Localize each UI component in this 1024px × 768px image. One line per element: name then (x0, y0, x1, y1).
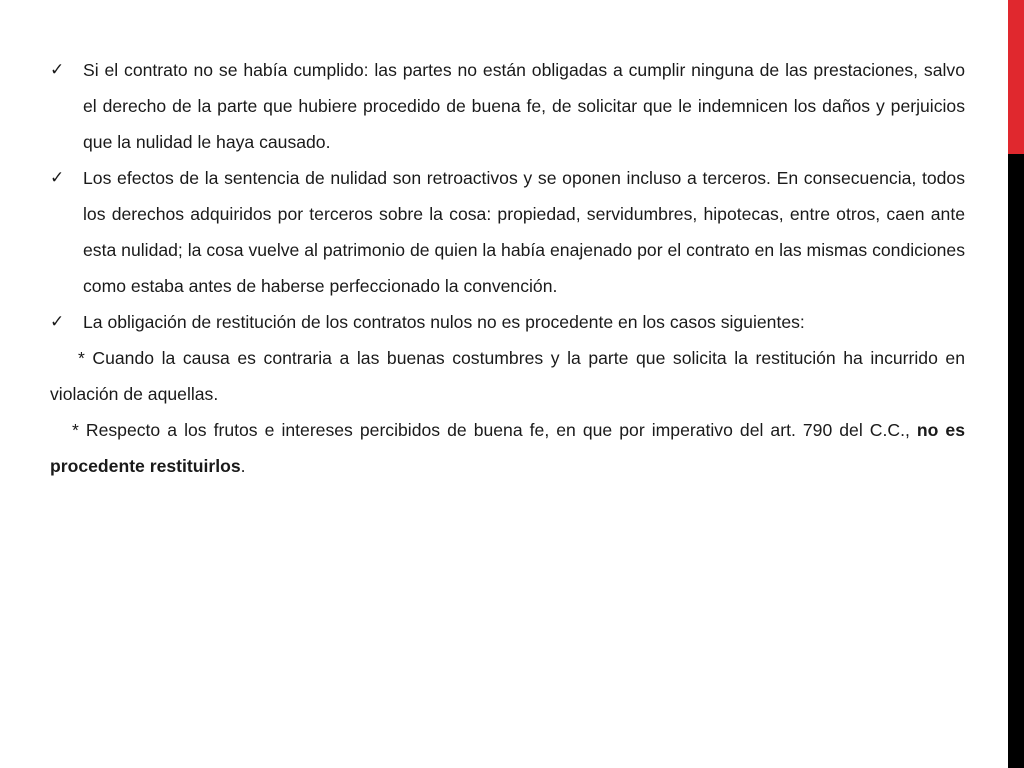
case-text-bold: no es procedente restituirlos (50, 420, 966, 476)
slide-content (50, 52, 965, 484)
check-icon: ✓ (50, 312, 65, 331)
check-icon: ✓ (50, 60, 65, 79)
bullet-item (50, 304, 965, 340)
case-paragraph (50, 340, 965, 412)
case-text: * Cuando la causa es contraria a las buenas costumbres y la parte que solicita la restitución ha incurrido en violación de aquellas. (50, 348, 965, 404)
bullet-item (50, 160, 965, 304)
bullet-text: La obligación de restitución de los contratos nulos no es procedente en los casos siguientes: (83, 312, 805, 332)
case-text: * Respecto a los frutos e intereses percibidos de buena fe, en que por imperativo del art. 790 del C.C., (72, 420, 917, 440)
bullet-text: Si el contrato no se había cumplido: las partes no están obligadas a cumplir ninguna de las prestaciones, salvo el derecho de la parte que hubiere procedido de buena fe, de solicitar que le indemnicen los daños y perjuicios que la nulidad le haya causado. (83, 60, 965, 152)
case-paragraph (50, 412, 965, 484)
case-text-end: . (240, 456, 246, 476)
accent-bar-red (1008, 0, 1024, 154)
check-icon: ✓ (50, 168, 65, 187)
accent-bar-black (1008, 154, 1024, 768)
bullet-text: Los efectos de la sentencia de nulidad son retroactivos y se oponen incluso a terceros. En consecuencia, todos los derechos adquiridos por terceros sobre la cosa: propiedad, servidumbres, hipotecas, entre otros, caen ante esta nulidad; la cosa vuelve al patrimonio de quien la había enajenado por el contrato en las mismas condiciones como estaba antes de haberse perfeccionado la convención. (83, 168, 965, 296)
bullet-item (50, 52, 965, 160)
